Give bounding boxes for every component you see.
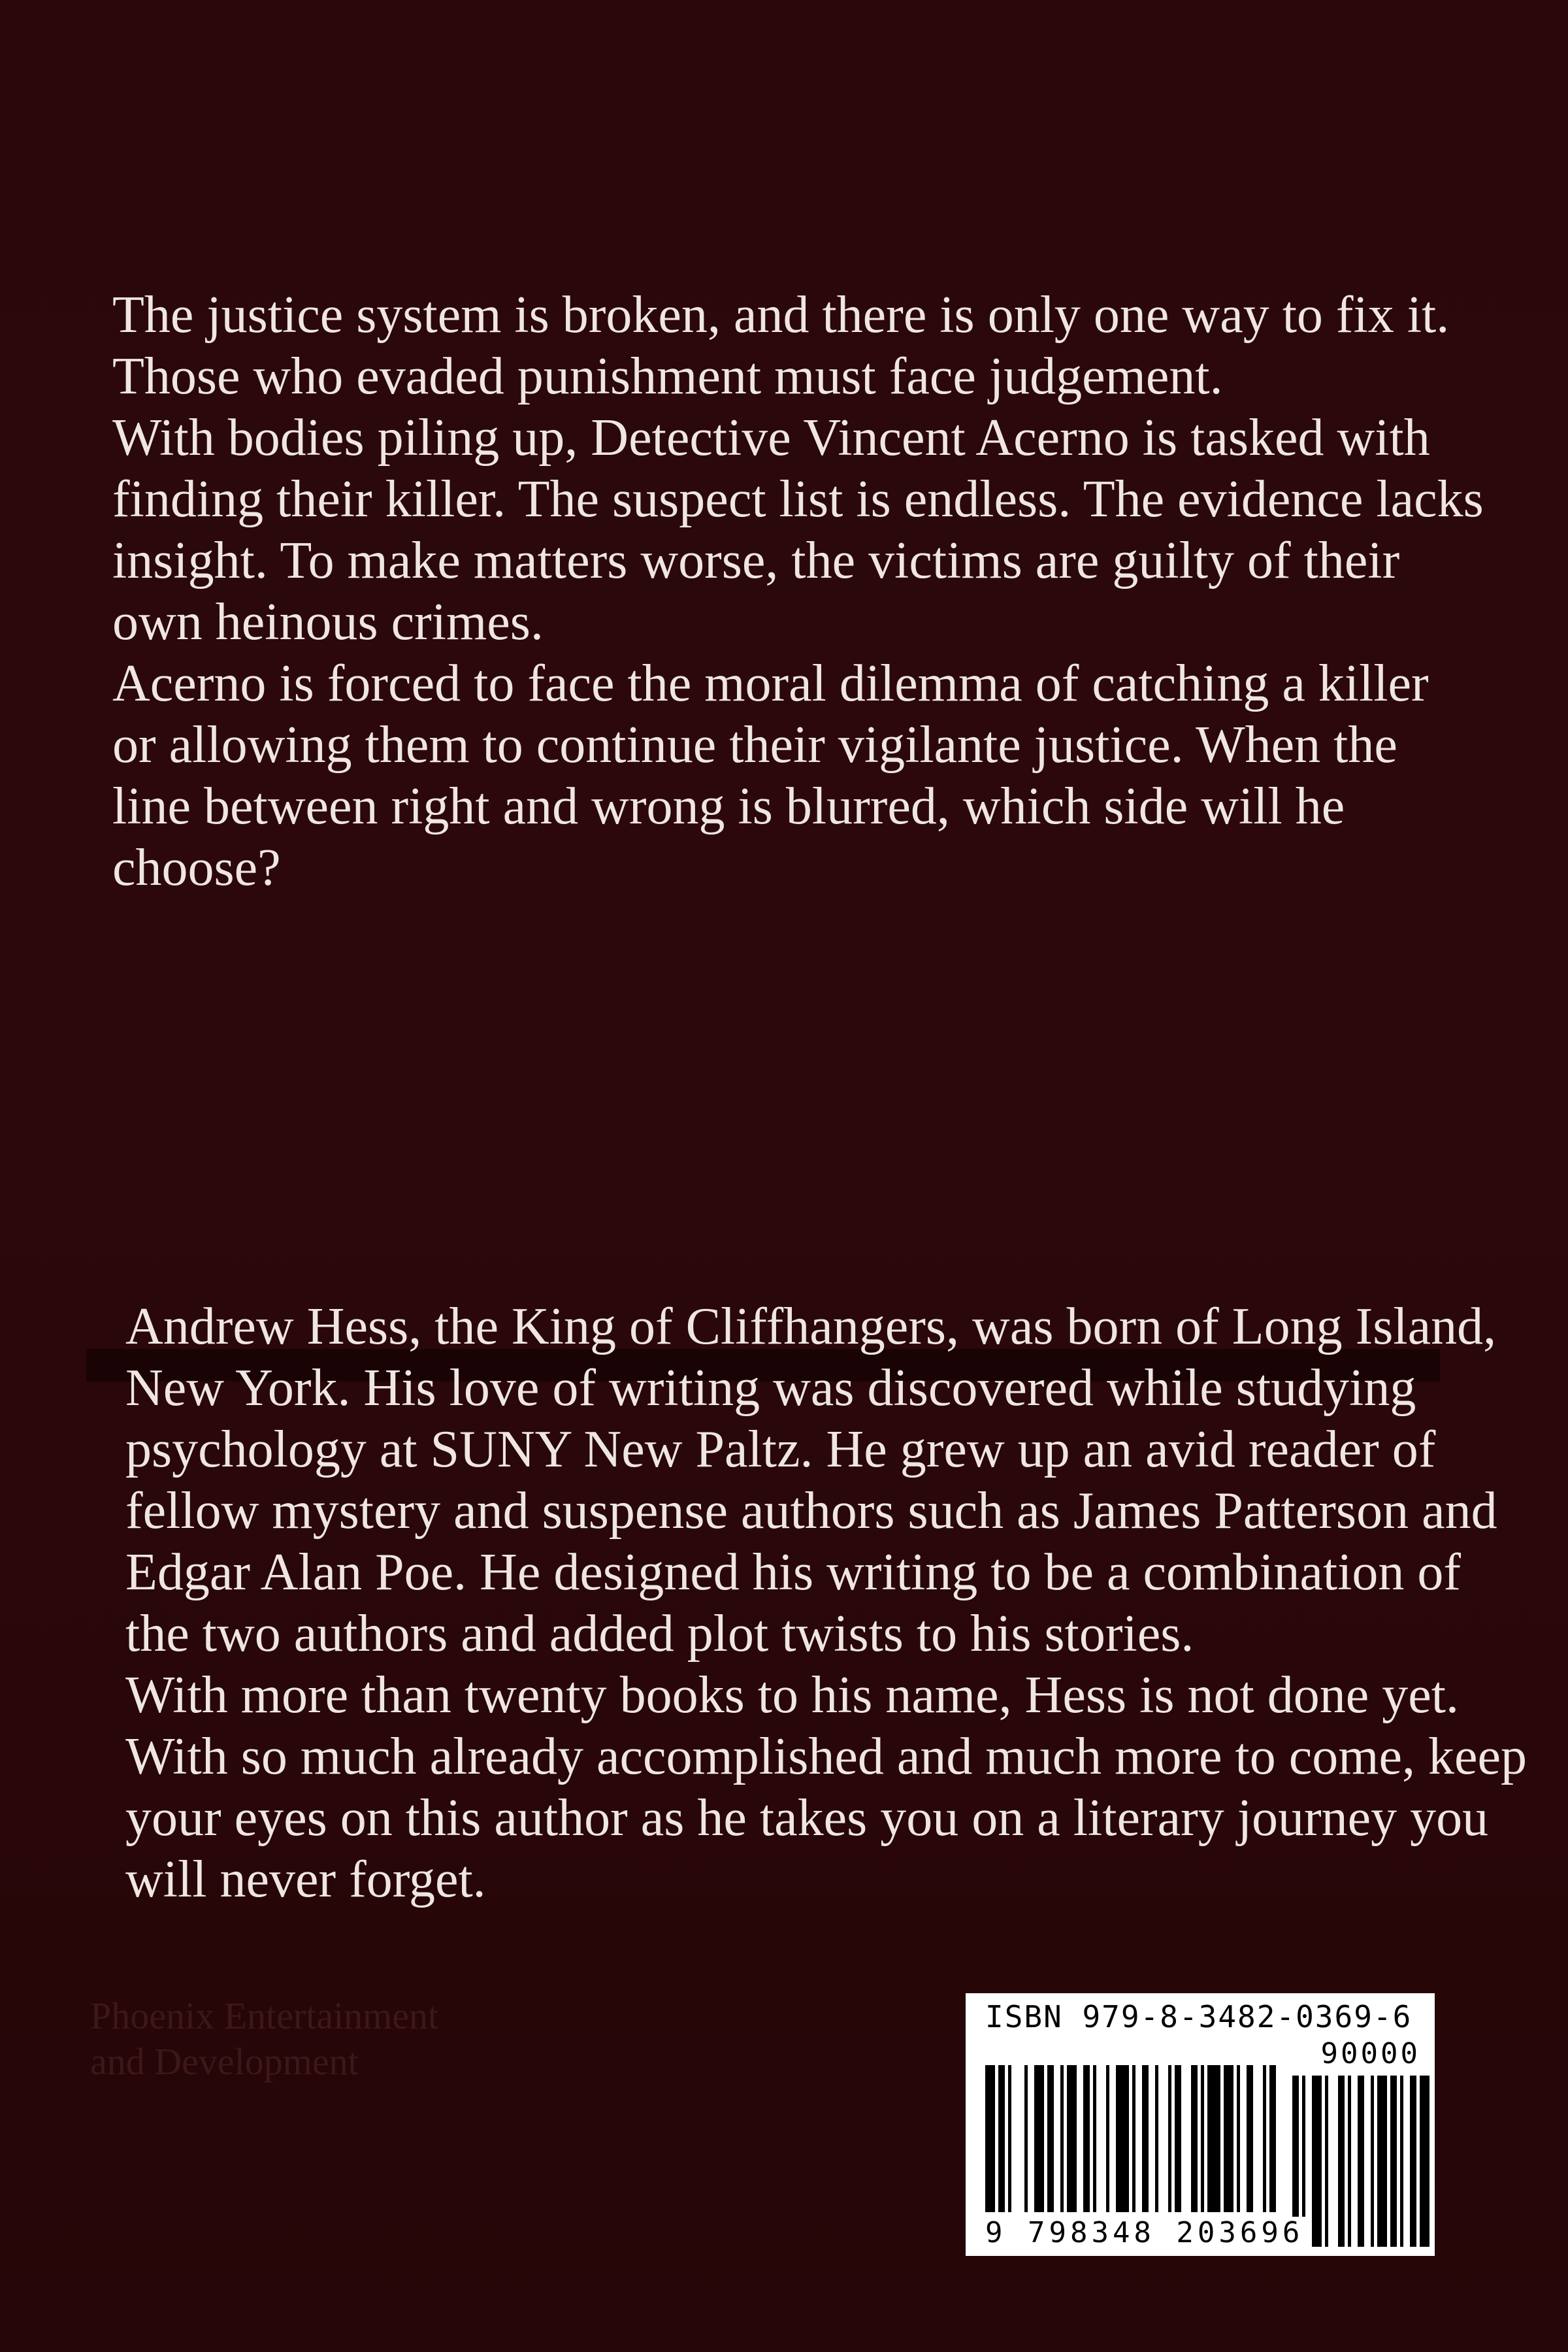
barcode-bar: [1060, 2065, 1064, 2212]
addon-bar: [1420, 2076, 1429, 2247]
barcode-bar: [1207, 2065, 1220, 2212]
publisher-line-1: Phoenix Entertainment: [90, 1995, 439, 2037]
barcode-bar: [1034, 2065, 1044, 2212]
barcode-bar: [1191, 2065, 1198, 2212]
barcode-bar: [1155, 2065, 1158, 2212]
blurb-paragraph-3: Acerno is forced to face the moral dilemma of catching a killer or allowing them to continue their vigilante justice. When the line between right and wrong is blurred, which side will he choose?: [112, 655, 1429, 897]
barcode-bar: [985, 2065, 995, 2212]
barcode-bar: [1132, 2065, 1135, 2212]
price-code: 90000: [1320, 2037, 1420, 2070]
barcode-bar: [1237, 2065, 1240, 2212]
addon-bar: [1348, 2076, 1351, 2247]
barcode-bar: [1047, 2065, 1054, 2212]
barcode-bar: [1263, 2065, 1266, 2212]
barcode-bar: [1093, 2065, 1096, 2212]
addon-bar: [1371, 2076, 1374, 2247]
barcode-bar: [1247, 2065, 1253, 2212]
blurb-paragraph-1: The justice system is broken, and there is only one way to fix it. Those who evaded punishment must face judgement.: [112, 286, 1450, 405]
isbn-barcode: [966, 1993, 1435, 2256]
barcode-bar: [1201, 2065, 1204, 2212]
barcode-bar: [998, 2065, 1005, 2212]
barcode-bar: [1067, 2065, 1077, 2212]
addon-bar: [1325, 2076, 1328, 2247]
addon-bar: [1338, 2076, 1345, 2247]
barcode-bar: [1269, 2065, 1276, 2212]
blurb-paragraph-2: With bodies piling up, Detective Vincent Acerno is tasked with finding their killer. The suspect list is endless. The evidence lacks insight. To make matters worse, the victims are guilty of their own heinous crimes.: [112, 409, 1484, 651]
book-blurb: [112, 284, 1484, 899]
author-bio: [125, 1296, 1530, 1910]
publisher-line-2: and Development: [90, 2040, 359, 2083]
barcode-bar: [1224, 2065, 1233, 2212]
barcode-bar: [1175, 2065, 1181, 2212]
addon-bar: [1358, 2076, 1364, 2247]
addon-bar: [1410, 2076, 1416, 2247]
barcode-digits: 9 798348 203696: [981, 2217, 1307, 2249]
bio-paragraph-2: With more than twenty books to his name, Hess is not done yet. With so much already accomplished and much more to come, keep your eyes on this author as he takes you on a literary journey you will never forget.: [125, 1666, 1527, 1908]
barcode-bar: [1168, 2065, 1171, 2212]
barcode-bar: [1083, 2065, 1090, 2212]
barcode-bar: [1008, 2065, 1011, 2212]
addon-bar: [1400, 2076, 1403, 2247]
barcode-bar: [1106, 2065, 1109, 2212]
isbn-label: ISBN 979-8-3482-0369-6: [985, 1999, 1413, 2034]
barcode-bar: [1116, 2065, 1129, 2212]
addon-bar: [1377, 2076, 1387, 2247]
bio-paragraph-1: Andrew Hess, the King of Cliffhangers, was born of Long Island, New York. His love of writing was discovered while studying psychology at SUNY New Paltz. He grew up an avid reader of fellow mystery and suspense authors such as James Patterson and Edgar Alan Poe. He designed his writing to be a combination of the two authors and added plot twists to his stories.: [125, 1298, 1497, 1663]
publisher-name: [90, 1993, 547, 2085]
barcode-bar: [1024, 2065, 1028, 2212]
addon-bar: [1312, 2076, 1322, 2247]
barcode-bar: [1142, 2065, 1149, 2212]
addon-bar: [1390, 2076, 1397, 2247]
